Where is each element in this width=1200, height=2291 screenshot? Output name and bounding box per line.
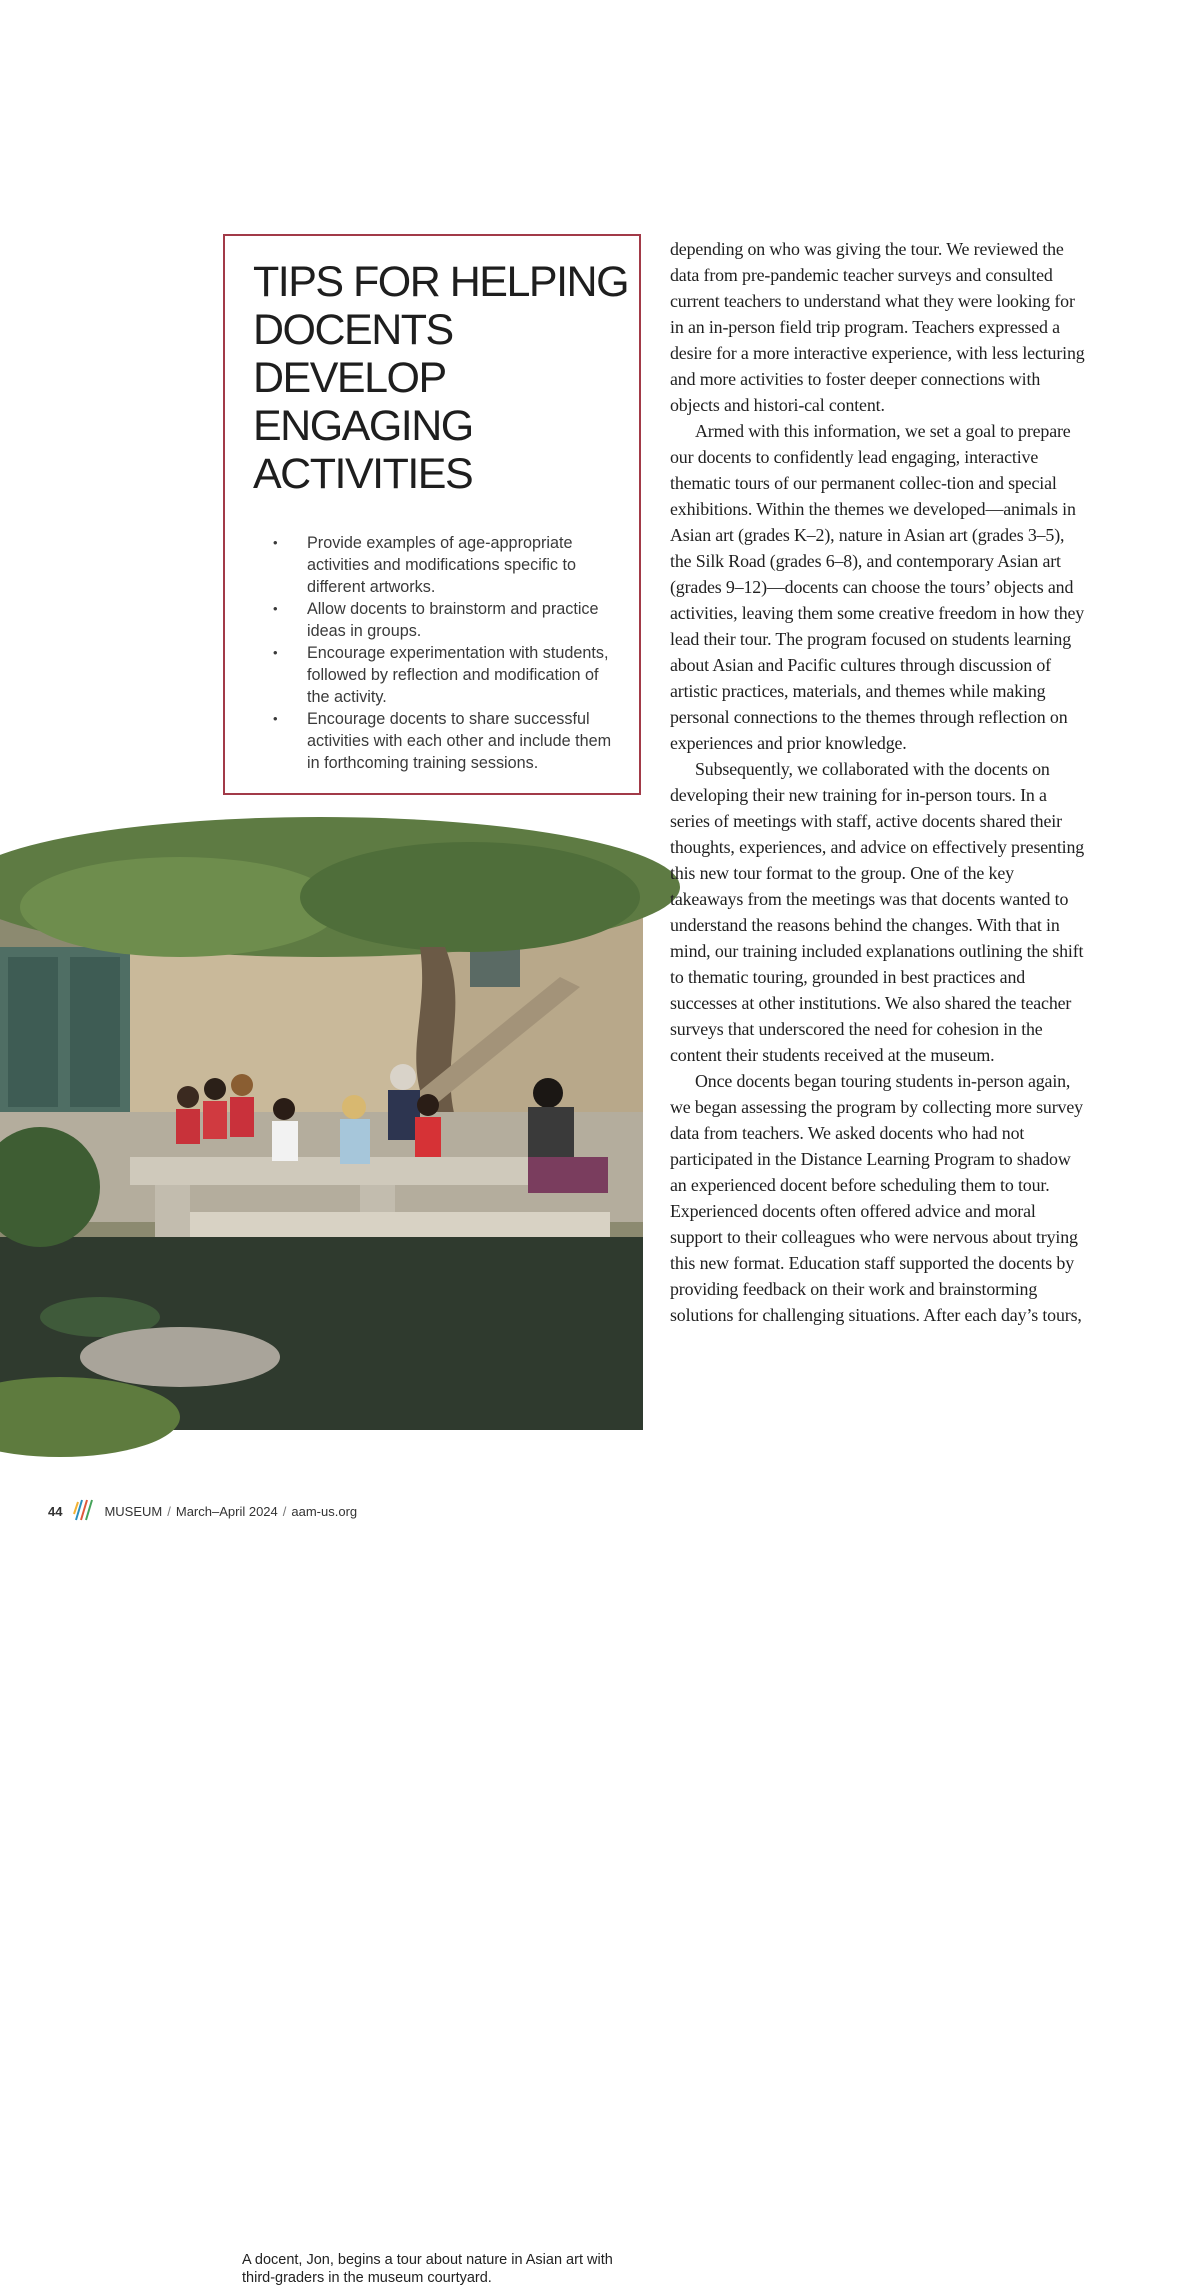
footer-separator: /: [282, 1503, 287, 1519]
tips-list-item: • Encourage experimentation with students, followed by reflection and modification of the activity.: [273, 642, 613, 708]
website-link[interactable]: aam-us.org: [291, 1503, 358, 1519]
tips-list: [273, 532, 613, 774]
tips-list-item: • Allow docents to brainstorm and practice ideas in groups.: [273, 598, 613, 642]
tips-list-item: • Provide examples of age-appropriate activities and modifications specific to different artworks.: [273, 532, 613, 598]
magazine-name: MUSEUM: [104, 1503, 163, 1519]
footer-separator: /: [167, 1503, 171, 1519]
article-paragraph: Once docents began touring students in-person again, we began assessing the program by collecting more survey data from teachers. We asked docents who had not participated in the Distance Learning Program to shadow an experienced docent before scheduling them to tour. Experienced docents often offered advice and moral support to their colleagues who were nervous about trying this new format. Education staff supported the docents by providing feedback on their work and brainstorming solutions for challenging situations. After each day’s tours,: [670, 1071, 1083, 1325]
photo-caption: A docent, Jon, begins a tour about nature in Asian art with third-graders in the museum courtyard.: [230, 2247, 630, 2291]
page-number: 44: [48, 1503, 63, 1519]
tips-list-item: • Encourage docents to share successful activities with each other and include them in forthcoming training sessions.: [273, 708, 613, 774]
aam-logo-icon: [72, 1498, 96, 1525]
issue-date: March–April 2024: [175, 1503, 278, 1519]
courtyard-photo-illustration: [0, 857, 643, 1430]
tips-title: TIPS FOR HELPING DOCENTS DEVELOP ENGAGING ACTIVITIES: [253, 258, 629, 498]
article-paragraph: Armed with this information, we set a goal to prepare our docents to confidently lead engaging, interactive thematic tours of our permanent collec-tion and special exhibitions. Within the themes we developed—animals in Asian art (grades K–2), nature in Asian art (grades 3–5), the Silk Road (grades 6–8), and contemporary Asian art (grades 9–12)—docents can choose the tours’ objects and activities, leaving them some creative freedom in how they lead their tour. The program focused on students learning about Asian and Pacific cultures through discussion of artistic practices, materials, and themes while making personal connections to the themes through reflection on experiences and prior knowledge.: [670, 421, 1085, 753]
article-paragraph: Subsequently, we collaborated with the docents on developing their new training for in-person tours. In a series of meetings with staff, active docents shared their thoughts, experiences, and advice on effectively presenting this new tour format to the group. One of the key takeaways from the meetings was that docents wanted to understand the reasons behind the changes. With that in mind, our training included explanations outlining the shift to thematic touring, grounded in best practices and successes at other institutions. We also shared the teacher surveys that underscored the need for cohesion in the content their students received at the museum.: [670, 759, 1085, 1065]
page-footer: [48, 1500, 357, 1522]
article-paragraph: depending on who was giving the tour. We reviewed the data from pre-pandemic teacher surveys and consulted current teachers to understand what they were looking for in an in-person field trip program. Teachers expressed a desire for a more interactive experience, with less lecturing and more activities to foster deeper connections with objects and histori-cal content.: [670, 239, 1085, 415]
tips-sidebar-box: [223, 234, 641, 795]
article-body: [670, 236, 1090, 1328]
